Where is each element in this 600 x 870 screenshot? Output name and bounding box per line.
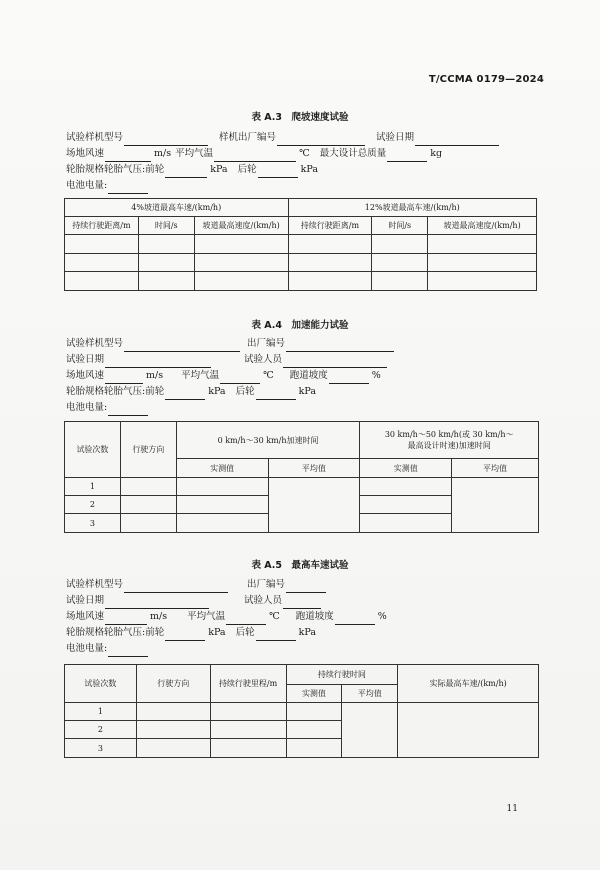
table-cell[interactable]	[428, 254, 537, 272]
model-field[interactable]	[124, 341, 240, 352]
row-number: 1	[65, 703, 137, 721]
temp-unit: ℃	[299, 148, 310, 159]
temp-label: 平均气温	[181, 370, 220, 381]
table-cell[interactable]	[372, 235, 428, 254]
battery-field[interactable]	[108, 646, 148, 657]
table-a4-grid	[64, 421, 539, 533]
slope-label: 跑道坡度	[289, 370, 328, 381]
col-distance-2: 持续行驶距离/m	[288, 217, 372, 235]
rear-unit: kPa	[298, 386, 316, 397]
row-number: 3	[65, 514, 121, 533]
table-a3-grid	[64, 198, 537, 291]
table-cell[interactable]	[136, 739, 210, 758]
wind-unit: m/s	[154, 148, 172, 159]
table-cell[interactable]	[210, 739, 286, 758]
slope-field[interactable]	[329, 373, 369, 384]
battery-label: 电池电量:	[66, 643, 108, 654]
slope-unit: %	[371, 370, 381, 381]
table-a3-title: 表 A.3 爬坡速度试验	[251, 112, 349, 123]
temp-label: 平均气温	[187, 611, 226, 622]
person-label: 试验人员	[244, 595, 283, 606]
date-label: 试验日期	[66, 354, 105, 365]
serial-label: 出厂编号	[247, 338, 286, 349]
tyre-label: 轮胎规格轮胎气压:前轮	[66, 164, 165, 175]
table-a4-fields	[66, 336, 546, 416]
model-label: 试验样机型号	[66, 579, 124, 590]
group-30-50-header	[360, 422, 539, 459]
col-speed-1: 坡道最高速度/(km/h)	[194, 217, 288, 235]
model-label: 试验样机型号	[66, 132, 124, 143]
col-count-header: 试验次数	[65, 665, 137, 703]
table-cell[interactable]	[176, 478, 268, 496]
table-cell[interactable]	[372, 272, 428, 291]
rear-unit: kPa	[298, 627, 316, 638]
col-time-1: 时间/s	[138, 217, 194, 235]
table-cell[interactable]	[138, 254, 194, 272]
front-tyre-field[interactable]	[165, 630, 205, 641]
serial-label: 样机出厂编号	[219, 132, 277, 143]
date-label: 试验日期	[376, 132, 415, 143]
wind-label: 场地风速	[66, 611, 105, 622]
table-a4-title: 表 A.4 加速能力试验	[251, 320, 349, 331]
tyre-label: 轮胎规格轮胎气压:前轮	[66, 386, 165, 397]
table-row	[65, 272, 537, 291]
table-a5-fields	[66, 577, 546, 657]
slope-label: 跑道坡度	[295, 611, 334, 622]
col-count-header: 试验次数	[65, 422, 121, 478]
person-field[interactable]	[283, 598, 321, 609]
table-cell[interactable]	[360, 496, 452, 514]
table-cell[interactable]	[138, 272, 194, 291]
table-cell[interactable]	[120, 496, 176, 514]
serial-field[interactable]	[277, 135, 365, 146]
average-header-1: 平均值	[268, 459, 360, 478]
average-header-2: 平均值	[452, 459, 539, 478]
table-cell[interactable]	[138, 235, 194, 254]
standard-number: T/CCMA 0179—2024	[428, 74, 544, 85]
rear-label: 后轮	[235, 386, 255, 397]
col-max-speed-header: 实际最高车速/(km/h)	[398, 665, 539, 703]
table-cell[interactable]	[428, 235, 537, 254]
model-label: 试验样机型号	[66, 338, 124, 349]
serial-field[interactable]	[286, 582, 326, 593]
wind-field[interactable]	[105, 373, 143, 384]
table-cell[interactable]	[65, 235, 139, 254]
wind-field[interactable]	[105, 614, 147, 625]
mass-unit: kg	[430, 148, 443, 159]
table-row	[65, 703, 539, 721]
table-a5-title: 表 A.5 最高车速试验	[251, 560, 349, 571]
table-cell[interactable]	[286, 703, 342, 721]
table-cell[interactable]	[210, 721, 286, 739]
table-cell[interactable]	[428, 272, 537, 291]
measured-header: 实测值	[286, 685, 342, 703]
rear-tyre-field[interactable]	[256, 630, 296, 641]
tyre-label: 轮胎规格轮胎气压:前轮	[66, 627, 165, 638]
model-field[interactable]	[124, 582, 228, 593]
table-cell[interactable]	[65, 272, 139, 291]
temp-label: 平均气温	[175, 148, 214, 159]
table-cell[interactable]	[65, 254, 139, 272]
table-row	[65, 235, 537, 254]
table-cell[interactable]	[176, 496, 268, 514]
model-field[interactable]	[124, 135, 208, 146]
table-cell[interactable]	[288, 272, 372, 291]
table-a5-grid	[64, 664, 539, 758]
temp-field[interactable]	[214, 151, 296, 162]
rear-label: 后轮	[237, 164, 257, 175]
date-field[interactable]	[415, 135, 499, 146]
row-number: 3	[65, 739, 137, 758]
battery-label: 电池电量:	[66, 402, 108, 413]
front-tyre-field[interactable]	[165, 389, 205, 400]
col-direction-header: 行驶方向	[136, 665, 210, 703]
page-number: 11	[506, 804, 518, 814]
rear-unit: kPa	[300, 164, 318, 175]
wind-unit: m/s	[150, 611, 168, 622]
average-cell-1[interactable]	[268, 478, 360, 533]
slope-unit: %	[377, 611, 387, 622]
average-cell-2[interactable]	[452, 478, 539, 533]
table-cell[interactable]	[136, 721, 210, 739]
table-cell[interactable]	[360, 514, 452, 533]
date-field[interactable]	[105, 598, 209, 609]
table-cell[interactable]	[176, 514, 268, 533]
person-label: 试验人员	[244, 354, 283, 365]
group-30-50-line2: 最高设计时速)加速时间	[407, 441, 491, 450]
battery-field[interactable]	[108, 183, 148, 194]
wind-unit: m/s	[146, 370, 164, 381]
table-cell[interactable]	[286, 721, 342, 739]
col-time-2: 时间/s	[372, 217, 428, 235]
measured-header-2: 实测值	[360, 459, 452, 478]
temp-field[interactable]	[220, 373, 260, 384]
temp-unit: ℃	[269, 611, 280, 622]
table-row	[65, 478, 539, 496]
average-header: 平均值	[342, 685, 398, 703]
serial-field[interactable]	[286, 341, 394, 352]
person-field[interactable]	[283, 357, 387, 368]
col-distance-1: 持续行驶距离/m	[65, 217, 139, 235]
table-cell[interactable]	[286, 739, 342, 758]
group-30-50-line1: 30 km/h～50 km/h(或 30 km/h～	[384, 430, 514, 439]
table-a3-fields	[66, 130, 546, 194]
table-cell[interactable]	[194, 272, 288, 291]
group-time-header: 持续行驶时间	[286, 665, 398, 685]
date-label: 试验日期	[66, 595, 105, 606]
temp-field[interactable]	[226, 614, 266, 625]
rear-tyre-field[interactable]	[256, 389, 296, 400]
table-cell[interactable]	[288, 254, 372, 272]
front-unit: kPa	[210, 164, 228, 175]
wind-label: 场地风速	[66, 370, 105, 381]
table-row	[65, 254, 537, 272]
col-mileage-header: 持续行驶里程/m	[210, 665, 286, 703]
table-cell[interactable]	[120, 514, 176, 533]
wind-field[interactable]	[105, 151, 151, 162]
battery-field[interactable]	[108, 405, 148, 416]
mass-field[interactable]	[387, 151, 427, 162]
rear-label: 后轮	[235, 627, 255, 638]
serial-label: 出厂编号	[247, 579, 286, 590]
group-0-30-header: 0 km/h～30 km/h加速时间	[176, 422, 360, 459]
wind-label: 场地风速	[66, 148, 105, 159]
max-speed-cell[interactable]	[398, 703, 539, 758]
temp-unit: ℃	[263, 370, 274, 381]
col-speed-2: 坡道最高速度/(km/h)	[428, 217, 537, 235]
table-cell[interactable]	[120, 478, 176, 496]
front-unit: kPa	[208, 386, 226, 397]
slope-field[interactable]	[335, 614, 375, 625]
table-cell[interactable]	[360, 478, 452, 496]
front-unit: kPa	[208, 627, 226, 638]
group-12pct-header: 12%坡道最高车速/(km/h)	[288, 199, 536, 217]
table-cell[interactable]	[210, 703, 286, 721]
col-direction-header: 行驶方向	[120, 422, 176, 478]
date-field[interactable]	[105, 357, 211, 368]
row-number: 2	[65, 721, 137, 739]
measured-header-1: 实测值	[176, 459, 268, 478]
row-number: 1	[65, 478, 121, 496]
table-cell[interactable]	[194, 235, 288, 254]
group-4pct-header: 4%坡道最高车速/(km/h)	[65, 199, 289, 217]
table-cell[interactable]	[136, 703, 210, 721]
rear-tyre-field[interactable]	[258, 167, 298, 178]
table-cell[interactable]	[372, 254, 428, 272]
mass-label: 最大设计总质量	[319, 148, 387, 159]
front-tyre-field[interactable]	[165, 167, 207, 178]
table-cell[interactable]	[288, 235, 372, 254]
average-cell[interactable]	[342, 703, 398, 758]
battery-label: 电池电量:	[66, 180, 108, 191]
row-number: 2	[65, 496, 121, 514]
table-cell[interactable]	[194, 254, 288, 272]
